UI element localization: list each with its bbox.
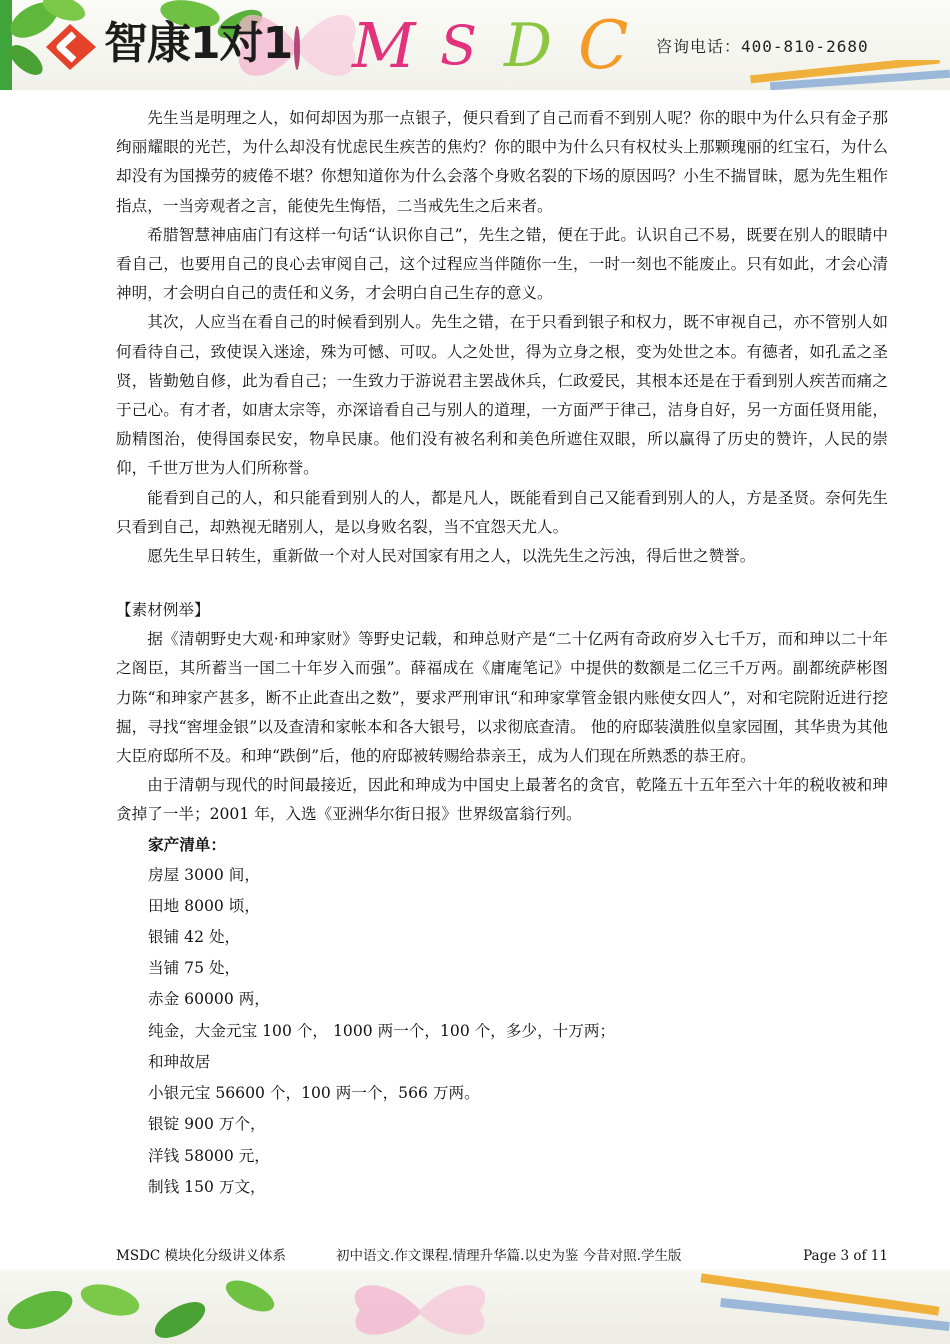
list-item: 银锭 900 万个， bbox=[148, 1115, 266, 1134]
list-item: 和珅故居 bbox=[148, 1052, 211, 1071]
brand-logo-text: 智康1对1 bbox=[104, 18, 293, 69]
brand-letter-c: C bbox=[578, 7, 629, 84]
list-item: 房屋 3000 间， bbox=[148, 865, 260, 884]
consult-phone: 咨询电话：400-810-2680 bbox=[656, 37, 869, 56]
brand-letter-d: D bbox=[504, 11, 553, 81]
page-number: Page 3 of 11 bbox=[803, 1248, 888, 1264]
brand-letter-m: M bbox=[352, 9, 416, 82]
paragraph: 能看到自己的人，和只能看到别人的人，都是凡人，既能看到自己又能看到别人的人，方是圣贤。奈何先生只看到自己，却熟视无睹别人，是以身败名裂，当不宜怨天尤人。 bbox=[116, 488, 888, 536]
pencils-icon bbox=[730, 60, 950, 90]
list-item: 田地 8000 顷， bbox=[148, 896, 260, 915]
footer-series-name: MSDC 模块化分级讲义体系 bbox=[116, 1248, 287, 1264]
footer-decoration bbox=[0, 1270, 950, 1344]
paragraph: 由于清朝与现代的时间最接近，因此和珅成为中国史上最著名的贪官，乾隆五十五年至六十年的税收被和珅贪掉了一半；2001 年，入选《亚洲华尔街日报》世界级富翁行列。 bbox=[116, 776, 888, 824]
paragraph: 愿先生早日转生，重新做一个对人民对国家有用之人，以洗先生之污浊，得后世之赞誉。 bbox=[147, 547, 756, 566]
paragraph: 其次，人应当在看自己的时候看到别人。先生之错，在于只看到银子和权力，既不审视自己，亦不管别人如何看待自己，致使误入迷途，殊为可憾、可叹。人之处世，得为立身之根，变为处世之本。有德者，如孔孟之圣贤，皆勤勉自修，此为看自己；一生致力于游说君主罢战休兵，仁政爱民，其根本还是在于看到别人疾苦而痛之于己心。有才者，如唐太宗等，亦深谙看自己与别人的道理，一方面严于律己，洁身自好，另一方面任贤用能，励精图治，使得国泰民安，物阜民康。他们没有被名利和美色所遮住双眼，所以赢得了历史的赞许，人民的崇仰，千世万世为人们所称誉。 bbox=[116, 313, 888, 478]
list-item: 纯金，大金元宝 100 个， 1000 两一个，100 个，多少，十万两； bbox=[148, 1021, 616, 1040]
section-spacer bbox=[116, 571, 888, 595]
list-item: 制钱 150 万文， bbox=[148, 1177, 266, 1196]
paragraph: 先生当是明理之人，如何却因为那一点银子，便只看到了自己而看不到别人呢？你的眼中为什么只有金子那绚丽耀眼的光芒，为什么却没有忧虑民生疾苦的焦灼？你的眼中为什么只有权杖头上那颗瑰丽的红宝石，为什么却没有为国操劳的疲倦不堪？你想知道你为什么会落个身败名裂的下场的原因吗？小生不揣冒昧，愿为先生粗作指点，一当旁观者之言，能使先生悔悟，二当戒先生之后来者。 bbox=[116, 109, 888, 215]
paragraph: 希腊智慧神庙庙门有这样一句话“认识你自己”，先生之错，便在于此。认识自己不易，既要在别人的眼睛中看自己，也要用自己的良心去审阅自己，这个过程应当伴随你一生，一时一刻也不能废止。只有如此，才会心清神明，才会明白自己的责任和义务，才会明白自己生存的意义。 bbox=[116, 225, 888, 303]
section-heading: 【素材例举】 bbox=[116, 601, 210, 620]
leaves-butterfly-decoration-icon bbox=[0, 1270, 950, 1344]
footer-course-title: 初中语文.作文课程.情理升华篇.以史为鉴 今昔对照.学生版 bbox=[336, 1248, 682, 1264]
list-item: 赤金 60000 两， bbox=[148, 990, 270, 1009]
page-header-banner bbox=[0, 0, 950, 90]
zhikang-logo-icon bbox=[44, 22, 98, 72]
paragraph: 据《清朝野史大观·和珅家财》等野史记载，和珅总财产是“二十亿两有奇政府岁入七千万，而和珅以二十年之阁臣，其所蓄当一国二十年岁入而强”。薛福成在《庸庵笔记》中提供的数额是二亿三千万两。副都统萨彬图力陈“和珅家产甚多，断不止此查出之数”，要求严刑审讯“和珅家掌管金银内账使女四人”，对和宅院附近进行挖掘，寻找“窖埋金银”以及查清和家帐本和各大银号，以求彻底查清。 他的府邸装潢胜似皇家园囿，其华贵为其他大臣府邸所不及。和珅“跌倒”后，他的府邸被转赐给恭亲王，成为人们现在所熟悉的恭王府。 bbox=[116, 630, 888, 766]
list-item: 当铺 75 处， bbox=[148, 959, 241, 978]
list-item: 银铺 42 处， bbox=[148, 928, 241, 947]
assets-list-title: 家产清单： bbox=[148, 835, 226, 854]
brand-letter-s: S bbox=[440, 14, 477, 77]
article-body bbox=[116, 104, 888, 1203]
list-item: 洋钱 58000 元， bbox=[148, 1146, 270, 1165]
page-footer bbox=[116, 1244, 888, 1268]
list-item: 小银元宝 56600 个，100 两一个，566 万两。 bbox=[148, 1084, 480, 1103]
